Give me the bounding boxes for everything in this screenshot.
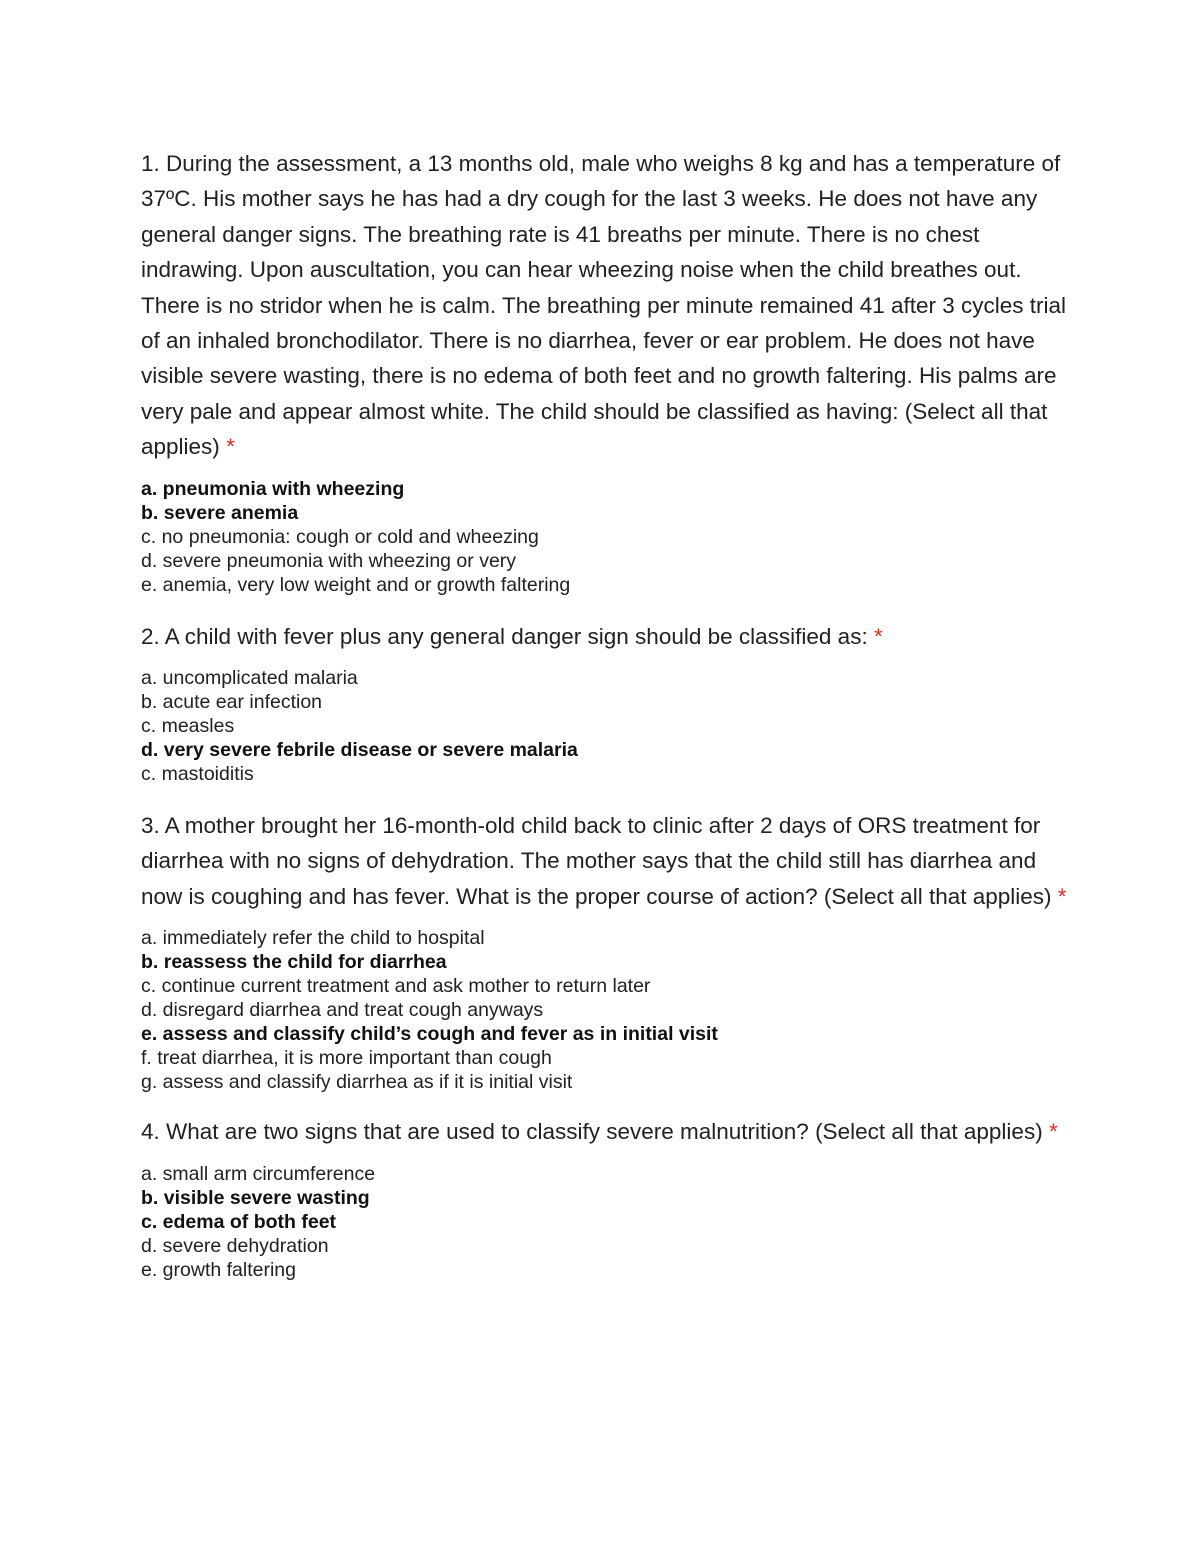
option-4b[interactable]: b. visible severe wasting [141, 1186, 370, 1209]
question-2-text [141, 619, 1071, 654]
option-3b[interactable]: b. reassess the child for diarrhea [141, 951, 447, 974]
required-asterisk: * [873, 623, 883, 649]
option-3d[interactable]: d. disregard diarrhea and treat cough anyways [141, 999, 544, 1022]
question-2 [141, 619, 1071, 786]
option-1d[interactable]: d. severe pneumonia with wheezing or very [141, 549, 517, 572]
option-4c[interactable]: c. edema of both feet [141, 1210, 337, 1233]
option-2b[interactable]: b. acute ear infection [141, 691, 323, 714]
question-3 [141, 808, 1071, 1094]
option-1e[interactable]: e. anemia, very low weight and or growth faltering [141, 573, 571, 596]
option-4e[interactable]: e. growth faltering [141, 1258, 297, 1281]
option-2c[interactable]: c. measles [141, 715, 235, 738]
option-1b[interactable]: b. severe anemia [141, 501, 299, 524]
required-asterisk: * [1057, 883, 1067, 909]
option-3a[interactable]: a. immediately refer the child to hospital [141, 927, 485, 950]
option-1a[interactable]: a. pneumonia with wheezing [141, 477, 405, 500]
required-asterisk: * [226, 434, 235, 460]
option-3f[interactable]: f. treat diarrhea, it is more important than cough [141, 1047, 552, 1070]
question-3-text [141, 808, 1071, 914]
required-asterisk: * [1048, 1119, 1058, 1145]
question-4-prompt: 4. What are two signs that are used to classify severe malnutrition? (Select all that applies) [141, 1119, 1043, 1145]
quiz-document [141, 146, 1071, 1282]
question-1 [141, 146, 1071, 597]
question-2-prompt: 2. A child with fever plus any general danger sign should be classified as: [141, 623, 868, 649]
option-3e[interactable]: e. assess and classify child’s cough and fever as in initial visit [141, 1023, 718, 1046]
question-4-options [141, 1162, 1071, 1282]
question-1-text [141, 146, 1071, 465]
question-2-options [141, 666, 1071, 786]
option-3g[interactable]: g. assess and classify diarrhea as if it is initial visit [141, 1071, 573, 1094]
question-3-prompt: 3. A mother brought her 16-month-old child back to clinic after 2 days of ORS treatment for diarrhea with no signs of dehydration. The mother says that the child still has diarrhea and now is coughing and has fever. What is the proper course of action? (Select all that applies) [141, 813, 1052, 909]
question-4 [141, 1114, 1071, 1281]
option-2e[interactable]: c. mastoiditis [141, 763, 254, 786]
option-4d[interactable]: d. severe dehydration [141, 1234, 329, 1257]
option-4a[interactable]: a. small arm circumference [141, 1162, 376, 1185]
question-1-prompt: 1. During the assessment, a 13 months old, male who weighs 8 kg and has a temperature of 37ºC. His mother says he has had a dry cough for the last 3 weeks. He does not have any general danger signs. The breathing rate is 41 breaths per minute. There is no chest indrawing. Upon auscultation, you can hear wheezing noise when the child breathes out. There is no stridor when he is calm. The breathing per minute remained 41 after 3 cycles trial of an inhaled bronchodilator. There is no diarrhea, fever or ear problem. He does not have visible severe wasting, there is no edema of both feet and no growth faltering. His palms are very pale and appear almost white. The child should be classified as having: (Select all that applies) [141, 151, 1067, 460]
question-1-options [141, 477, 1071, 597]
question-4-text [141, 1114, 1071, 1149]
option-2d[interactable]: d. very severe febrile disease or severe malaria [141, 739, 578, 762]
option-3c[interactable]: c. continue current treatment and ask mother to return later [141, 975, 651, 998]
question-3-options [141, 926, 1071, 1094]
option-2a[interactable]: a. uncomplicated malaria [141, 667, 358, 690]
option-1c[interactable]: c. no pneumonia: cough or cold and wheezing [141, 525, 539, 548]
